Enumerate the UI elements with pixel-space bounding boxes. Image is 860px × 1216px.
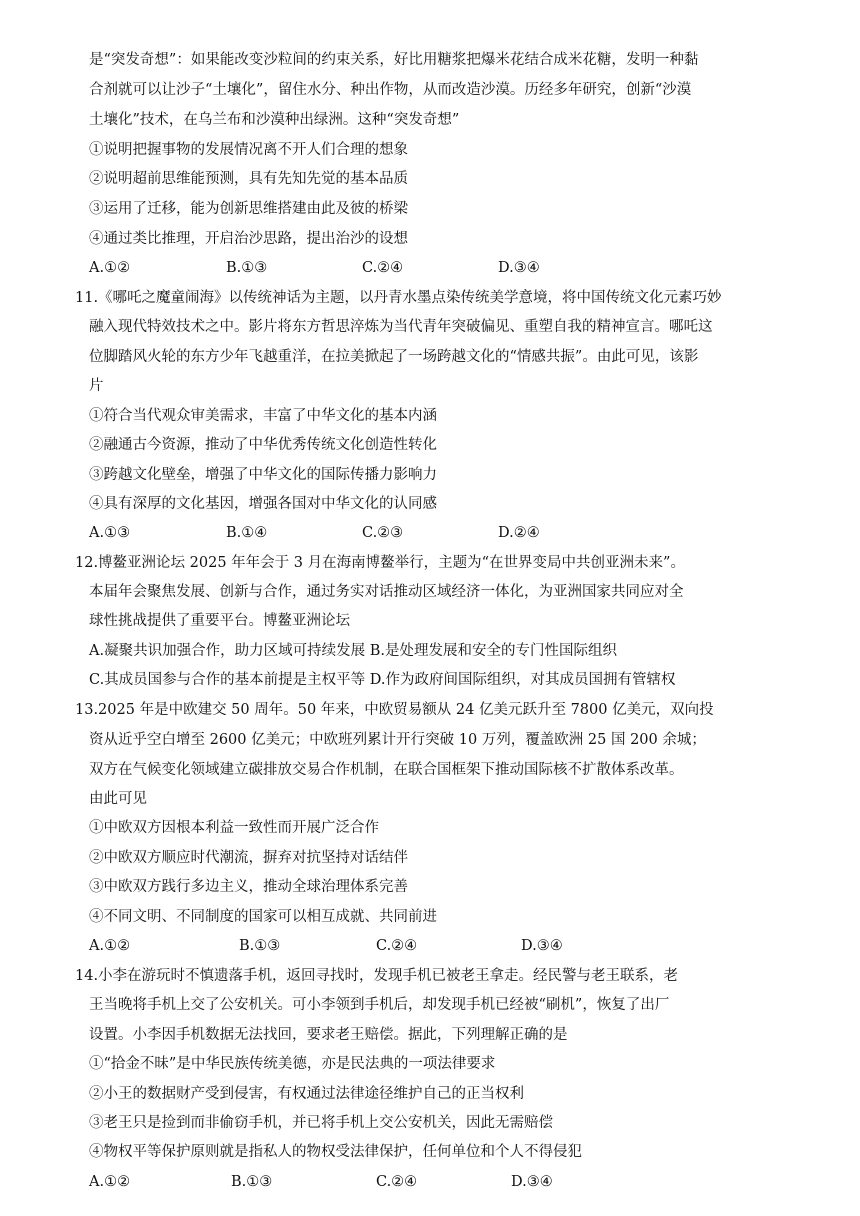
q11-option-a: A.①③	[89, 525, 131, 541]
q13-item-4: ④不同文明、不同制度的国家可以相互成就、共同前进	[89, 909, 437, 925]
q14-option-b: B.①③	[231, 1174, 273, 1190]
q13-option-d: D.③④	[521, 938, 563, 954]
q10-line-2: 合剂就可以让沙子“土壤化”，留住水分、种出作物，从而改造沙漠。历经多年研究，创新“沙漠	[89, 82, 692, 98]
q13-item-3: ③中欧双方践行多边主义，推动全球治理体系完善	[89, 879, 408, 895]
q11-option-c: C.②③	[362, 525, 404, 541]
q13-option-c: C.②④	[376, 938, 418, 954]
q14-option-c: C.②④	[376, 1174, 418, 1190]
q14-item-3: ③老王只是捡到而非偷窃手机，并已将手机上交公安机关，因此无需赔偿	[89, 1115, 553, 1131]
q11-line-2: 融入现代特效技术之中。影片将东方哲思淬炼为当代青年突破偏见、重塑自我的精神宣言。哪吒这	[89, 319, 713, 335]
q13-line-3: 双方在气候变化领域建立碳排放交易合作机制，在联合国框架下推动国际核不扩散体系改革。	[89, 762, 684, 778]
q13-line-2: 资从近乎空白增至 2600 亿美元；中欧班列累计开行突破 10 万列，覆盖欧洲 25 国 200 余城；	[89, 732, 706, 748]
q10-options	[89, 258, 789, 278]
q13-option-b: B.①③	[239, 938, 281, 954]
q14-option-d: D.③④	[511, 1174, 553, 1190]
q12-options-line-1: A.凝聚共识加强合作，助力区域可持续发展 B.是处理发展和安全的专门性国际组织	[89, 643, 617, 659]
q10-option-d: D.③④	[498, 260, 540, 276]
q13-line-4: 由此可见	[89, 791, 147, 807]
q10-item-2: ②说明超前思维能预测，具有先知先觉的基本品质	[89, 171, 408, 187]
q14-item-4: ④物权平等保护原则就是指私人的物权受法律保护，任何单位和个人不得侵犯	[89, 1144, 582, 1160]
q10-option-b: B.①③	[226, 260, 268, 276]
q12-line-3: 球性挑战提供了重要平台。博鳌亚洲论坛	[89, 613, 350, 629]
q11-options	[89, 523, 789, 543]
q11-option-d: D.②④	[498, 525, 540, 541]
q12-options-line-2: C.其成员国参与合作的基本前提是主权平等 D.作为政府间国际组织，对其成员国拥有管辖权	[89, 672, 676, 688]
q14-item-2: ②小王的数据财产受到侵害，有权通过法律途径维护自己的正当权利	[89, 1086, 524, 1102]
q10-item-1: ①说明把握事物的发展情况离不开人们合理的想象	[89, 142, 408, 158]
q13-options	[89, 936, 789, 956]
q10-option-c: C.②④	[362, 260, 404, 276]
q10-item-4: ④通过类比推理，开启治沙思路，提出治沙的设想	[89, 231, 408, 247]
q10-item-3: ③运用了迁移，能为创新思维搭建由此及彼的桥梁	[89, 201, 408, 217]
q13-item-1: ①中欧双方因根本利益一致性而开展广泛合作	[89, 820, 379, 836]
q12-line-1: 12.博鳌亚洲论坛 2025 年年会于 3 月在海南博鳌举行，主题为“在世界变局中共创亚洲未来”。	[75, 555, 685, 571]
q14-line-1: 14.小李在游玩时不慎遗落手机，返回寻找时，发现手机已被老王拿走。经民警与老王联系，老	[75, 968, 679, 984]
q14-options	[89, 1172, 789, 1192]
q14-line-2: 王当晚将手机上交了公安机关。可小李领到手机后，却发现手机已经被“刷机”，恢复了出厂	[89, 997, 670, 1013]
q10-option-a: A.①②	[89, 260, 131, 276]
q11-item-3: ③跨越文化壁垒，增强了中华文化的国际传播力影响力	[89, 467, 437, 483]
q14-line-3: 设置。小李因手机数据无法找回，要求老王赔偿。据此，下列理解正确的是	[89, 1027, 568, 1043]
q10-line-1: 是“突发奇想”：如果能改变沙粒间的约束关系，好比用糖浆把爆米花结合成米花糖，发明一种黏	[89, 52, 699, 68]
q13-option-a: A.①②	[89, 938, 131, 954]
q11-item-4: ④具有深厚的文化基因，增强各国对中华文化的认同感	[89, 496, 437, 512]
q12-line-2: 本届年会聚焦发展、创新与合作，通过务实对话推动区域经济一体化，为亚洲国家共同应对全	[89, 584, 684, 600]
q13-item-2: ②中欧双方顺应时代潮流，摒弃对抗坚持对话结伴	[89, 850, 408, 866]
q11-item-1: ①符合当代观众审美需求，丰富了中华文化的基本内涵	[89, 408, 437, 424]
q11-line-4: 片	[89, 378, 104, 394]
q10-line-3: 土壤化”技术，在乌兰布和沙漠种出绿洲。这种“突发奇想”	[89, 112, 460, 128]
q11-line-1: 11.《哪吒之魔童闹海》以传统神话为主题，以丹青水墨点染传统美学意境，将中国传统文化元素巧妙	[75, 290, 722, 306]
q11-option-b: B.①④	[226, 525, 268, 541]
q11-item-2: ②融通古今资源，推动了中华优秀传统文化创造性转化	[89, 437, 437, 453]
q11-line-3: 位脚踏风火轮的东方少年飞越重洋，在拉美掀起了一场跨越文化的“情感共振”。由此可见，该影	[89, 349, 699, 365]
q14-item-1: ①“拾金不昧”是中华民族传统美德，亦是民法典的一项法律要求	[89, 1056, 496, 1072]
q13-line-1: 13.2025 年是中欧建交 50 周年。50 年来，中欧贸易额从 24 亿美元跃升至 7800 亿美元，双向投	[75, 702, 714, 718]
q14-option-a: A.①②	[89, 1174, 131, 1190]
